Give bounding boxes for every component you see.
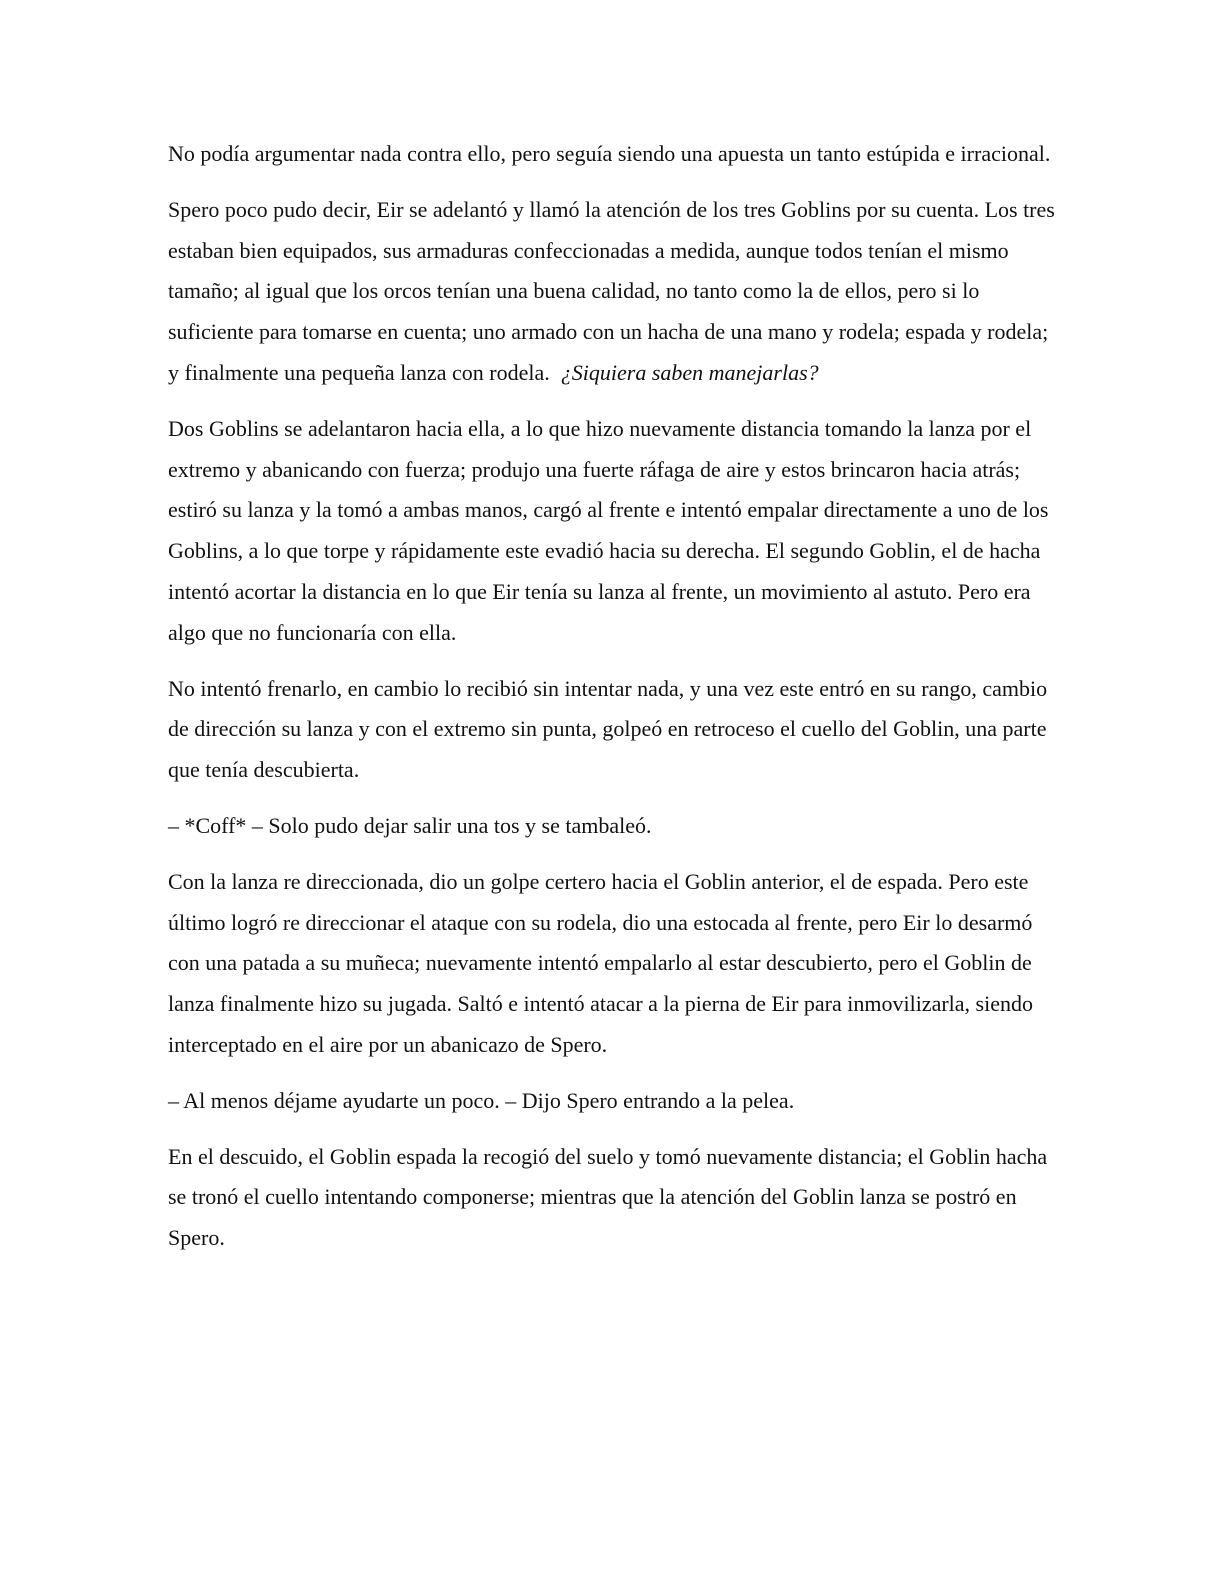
paragraph-7-dialogue: – Al menos déjame ayudarte un poco. – Dijo Spero entrando a la pelea. [168,1087,795,1113]
paragraph-2-italic-thought: ¿Siquiera saben manejarlas? [560,359,819,385]
paragraph-6: Con la lanza re direccionada, dio un golpe certero hacia el Goblin anterior, el de espada. Pero este último logró re direccionar el ataque con su rodela, dio una estocada al frente, pero Eir lo desarmó con una patada a su muñeca; nuevamente intentó empalarlo al estar descubierto, pero el Goblin de lanza finalmente hizo su jugada. Saltó e intentó atacar a la pierna de Eir para inmovilizarla, siendo interceptado en el aire por un abanicazo de Spero. [168,868,1033,1057]
paragraph-1: No podía argumentar nada contra ello, pero seguía siendo una apuesta un tanto estúpida e irracional. [168,141,1051,166]
paragraph-2 [168,190,1056,394]
paragraph-8: En el descuido, el Goblin espada la recogió del suelo y tomó nuevamente distancia; el Goblin hacha se tronó el cuello intentando componerse; mientras que la atención del Goblin lanza se postró en Spero. [168,1143,1048,1251]
paragraph-3: Dos Goblins se adelantaron hacia ella, a lo que hizo nuevamente distancia tomando la lanza por el extremo y abanicando con fuerza; produjo una fuerte ráfaga de aire y estos brincaron hacia atrás; estiró su lanza y la tomó a ambas manos, cargó al frente e intentó empalar directamente a uno de los Goblins, a lo que torpe y rápidamente este evadió hacia su derecha. El segundo Goblin, el de hacha intentó acortar la distancia en lo que Eir tenía su lanza al frente, un movimiento al astuto. Pero era algo que no funcionaría con ella. [168,415,1049,645]
paragraph-5-dialogue: – *Coff* – Solo pudo dejar salir una tos y se tambaleó. [168,812,652,838]
paragraph-4: No intentó frenarlo, en cambio lo recibió sin intentar nada, y una vez este entró en su rango, cambio de dirección su lanza y con el extremo sin punta, golpeó en retroceso el cuello del Goblin, una parte que tenía descubierta. [168,675,1048,783]
paragraph-2-text: Spero poco pudo decir, Eir se adelantó y llamó la atención de los tres Goblins por su cuenta. Los tres estaban bien equipados, sus armaduras confeccionadas a medida, aunque todos tenían el mismo tamaño; al igual que los orcos tenían una buena calidad, no tanto como la de ellos, pero si lo suficiente para tomarse en cuenta; uno armado con un hacha de una mano y rodela; espada y rodela; y finalmente una pequeña lanza con rodela. [168,196,1055,385]
document-body [168,134,1056,1274]
